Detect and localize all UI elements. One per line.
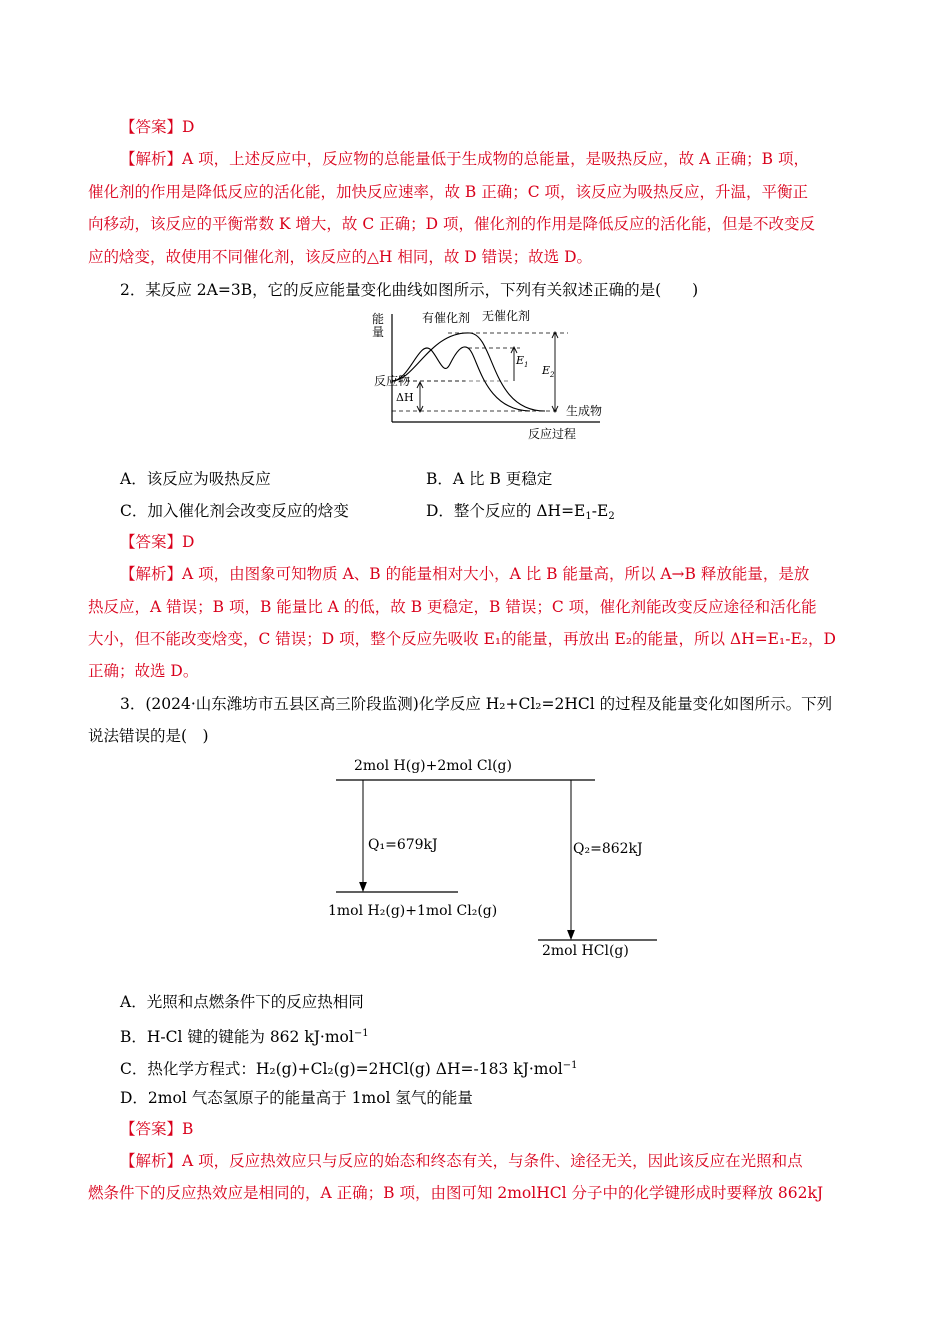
- q3-analysis-line-1: 【解析】A 项，反应热效应只与反应的始态和终态有关，与条件、途径无关，因此该反应在光照和点: [120, 1152, 803, 1170]
- q2-analysis-line-2: 热反应，A 错误；B 项，B 能量比 A 的低，故 B 更稳定，B 错误；C 项，催化剂能改变反应途径和活化能: [88, 598, 817, 616]
- q2-option-a: A．该反应为吸热反应: [120, 470, 271, 488]
- q3-stem-line-2: 说法错误的是( ): [88, 727, 209, 745]
- e2-label: $E_2$: [542, 364, 555, 379]
- q3-analysis-line-2: 燃条件下的反应热效应是相同的，A 正确；B 项，由图可知 2molHCl 分子中的化学键形成时要释放 862kJ: [88, 1184, 824, 1202]
- q2-stem: 2．某反应 2A=3B，它的反应能量变化曲线如图所示，下列有关叙述正确的是( ): [120, 281, 699, 299]
- q1-analysis-line-4: 应的焓变，故使用不同催化剂，该反应的△H 相同，故 D 错误；故选 D。: [88, 248, 593, 266]
- q2-analysis-line-3: 大小，但不能改变焓变，C 错误；D 项，整个反应先吸收 E₁的能量，再放出 E₂的能量，所以 ΔH=E₁-E₂，D: [88, 630, 836, 648]
- q1-label: Q₁=679kJ: [368, 837, 438, 853]
- no-catalyst-label: 无催化剂: [482, 309, 531, 323]
- dh-label: ΔH: [396, 391, 414, 404]
- product-label: 生成物: [566, 404, 603, 418]
- q1-analysis-line-2: 催化剂的作用是降低反应的活化能，加快反应速率，故 B 正确；C 项，该反应为吸热反应，升温，平衡正: [88, 183, 809, 201]
- q3-answer: 【答案】B: [120, 1120, 194, 1138]
- y-label-1: 能: [372, 312, 385, 326]
- q3-option-a: A．光照和点燃条件下的反应热相同: [120, 993, 364, 1011]
- q3-option-d: D．2mol 气态氢原子的能量高于 1mol 氢气的能量: [120, 1089, 473, 1107]
- mid-level-label: 1mol H₂(g)+1mol Cl₂(g): [328, 903, 498, 919]
- e1-label: $E_1$: [516, 354, 529, 369]
- top-level-label: 2mol H(g)+2mol Cl(g): [354, 758, 512, 774]
- q2-option-b: B．A 比 B 更稳定: [426, 470, 553, 488]
- y-label-2: 量: [372, 325, 385, 339]
- reactant-label: 反应物: [374, 374, 411, 388]
- no-catalyst-curve: [392, 333, 545, 411]
- q1-answer: 【答案】D: [120, 118, 195, 136]
- q2-analysis-line-1: 【解析】A 项，由图象可知物质 A、B 的能量相对大小，A 比 B 能量高，所以 A→B 释放能量，是放: [120, 565, 810, 583]
- q3-energy-diagram: [320, 752, 670, 964]
- q3-option-c: C．热化学方程式：H₂(g)+Cl₂(g)=2HCl(g) ΔH=-183 kJ·mol$^{-1}$: [120, 1060, 578, 1078]
- q2-analysis-line-4: 正确；故选 D。: [88, 662, 199, 680]
- q2-label: Q₂=862kJ: [573, 841, 643, 857]
- q3-option-b: B．H-Cl 键的键能为 862 kJ·mol$^{-1}$: [120, 1028, 369, 1046]
- q2-option-c: C．加入催化剂会改变反应的焓变: [120, 502, 349, 520]
- q1-analysis-line-1: 【解析】A 项，上述反应中，反应物的总能量低于生成物的总能量，是吸热反应，故 A 正确；B 项，: [120, 150, 810, 168]
- q1-analysis-line-3: 向移动，该反应的平衡常数 K 增大，故 C 正确；D 项，催化剂的作用是降低反应的活化能，但是不改变反: [88, 215, 816, 233]
- q2-energy-diagram: [370, 306, 620, 448]
- x-label: 反应过程: [528, 427, 577, 441]
- bottom-level-label: 2mol HCl(g): [542, 943, 629, 959]
- q3-stem-line-1: 3．(2024·山东潍坊市五县区高三阶段监测)化学反应 H₂+Cl₂=2HCl 的过程及能量变化如图所示。下列: [120, 695, 833, 713]
- q2-option-d: D．整个反应的 $\Delta H=E_1-E_2$: [426, 502, 615, 522]
- q2-answer: 【答案】D: [120, 533, 195, 551]
- catalyst-label: 有催化剂: [422, 311, 471, 325]
